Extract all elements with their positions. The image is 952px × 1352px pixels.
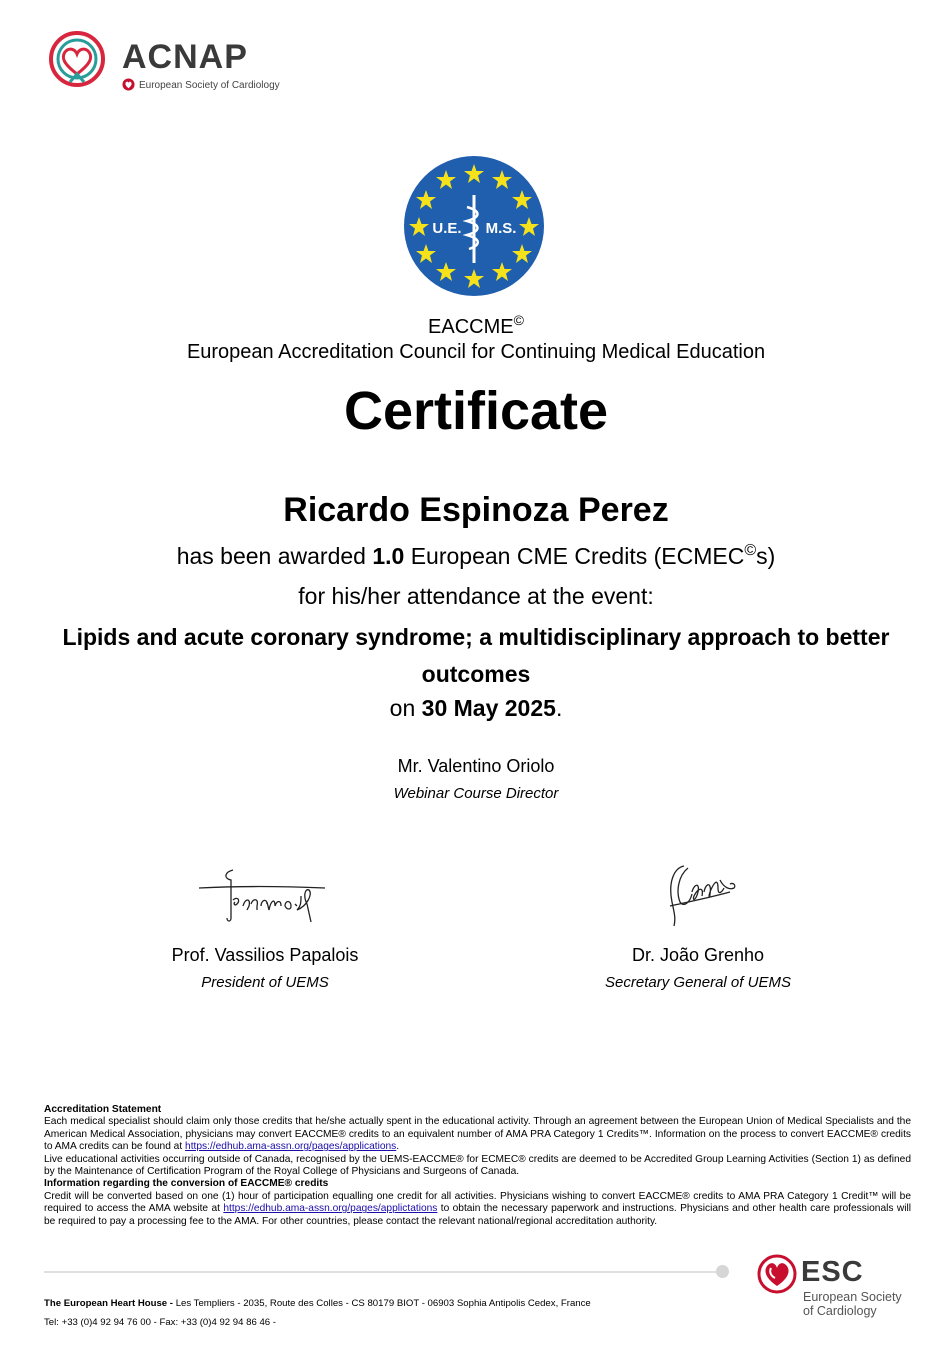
footer-divider [44,1271,722,1273]
event-date-line: on 30 May 2025. [389,695,563,721]
ama-applications-link[interactable]: https://edhub.ama-assn.org/pages/applications [185,1141,397,1153]
accreditation-statement [44,1104,911,1228]
accreditation-full-name: European Accreditation Council for Continuing Medical Education [186,341,766,363]
accreditation-acronym: EACCME© [428,312,524,338]
accreditation-heading: Accreditation Statement [44,1104,162,1115]
footer-address: The European Heart House - Les Templiers - 2035, Route des Colles - CS 80179 BIOT - 06903 Sophia Antipolis Cedex, France [44,1298,591,1309]
acnap-heart-icon [46,30,108,92]
recipient-name: Ricardo Espinoza Perez [283,491,669,529]
acnap-logo [46,30,296,100]
attendance-line: for his/her attendance at the event: [298,583,654,609]
certificate-title: Certificate [343,381,609,441]
signatory-role: President of UEMS [201,974,329,991]
event-title: Lipids and acute coronary syndrome; a multidisciplinary approach to better outcomes [62,624,890,687]
esc-heart-icon [122,78,135,91]
signatory-president [115,945,415,991]
director-role: Webinar Course Director [393,785,559,802]
esc-heart-icon [757,1254,797,1294]
signatory-name: Prof. Vassilios Papalois [171,945,359,965]
acnap-subtitle: European Society of Cardiology [122,78,280,91]
signature-grenho [664,862,738,930]
accreditation-paragraph-1: Each medical specialist should claim only those credits that he/she actually spent in the educational activity. Through an agreement between the European Union of Medical Specialists and the American Medical Association, physicians may convert EACCME® credits to an equivalent number of AMA PRA Category 1 Credits™. Information on the process to convert EACCME® credits to AMA credits can be found at https://edhub.ama-assn.org/pages/applications. [44,1116,911,1153]
esc-subtitle: European Society of Cardiology [803,1290,902,1318]
footer-contact: Tel: +33 (0)4 92 94 76 00 - Fax: +33 (0)4 92 94 86 46 - [44,1317,276,1328]
svg-text:U.E.: U.E. [432,220,462,237]
director-name: Mr. Valentino Oriolo [397,756,555,776]
acnap-wordmark: ACNAP [122,38,248,76]
ama-website-link[interactable]: https://edhub.ama-assn.org/pages/applictations [223,1203,438,1215]
signatory-role: Secretary General of UEMS [605,974,791,991]
esc-wordmark: ESC [801,1256,864,1288]
signatory-name: Dr. João Grenho [631,945,765,965]
awarded-line: has been awarded 1.0 European CME Credits (ECMEC©s) [176,542,776,569]
conversion-paragraph: Credit will be converted based on one (1) hour of participation equalling one credit for all activities. Physicians wishing to convert EACCME® credits to AMA PRA Category 1 Credit™ will be required to access the AMA website at https://edhub.ama-assn.org/pages/applictations to obtain the necessary paperwork and instructions. Physicians and other health care professionals will be required to pay a processing fee to the AMA. For other countries, please contact the relevant national/regional accreditation authority. [44,1190,911,1227]
uems-seal [403,155,545,297]
credit-amount: 1.0 [372,543,405,569]
conversion-heading: Information regarding the conversion of EACCME® credits [44,1178,329,1190]
svg-text:M.S.: M.S. [485,220,517,237]
signatory-secretary [548,945,848,991]
accreditation-paragraph-2: Live educational activities occurring outside of Canada, recognised by the UEMS-EACCME® for ECMEC® credits are deemed to be Accredited Group Learning Activities (Section 1) as defined by the Maintenance of Certification Program of the Royal College of Physicians and Surgeons of Canada. [44,1153,911,1178]
esc-logo [757,1254,917,1324]
event-date: 30 May 2025 [421,695,556,721]
footer-divider-dot [716,1265,729,1278]
signature-papalois [197,866,329,928]
